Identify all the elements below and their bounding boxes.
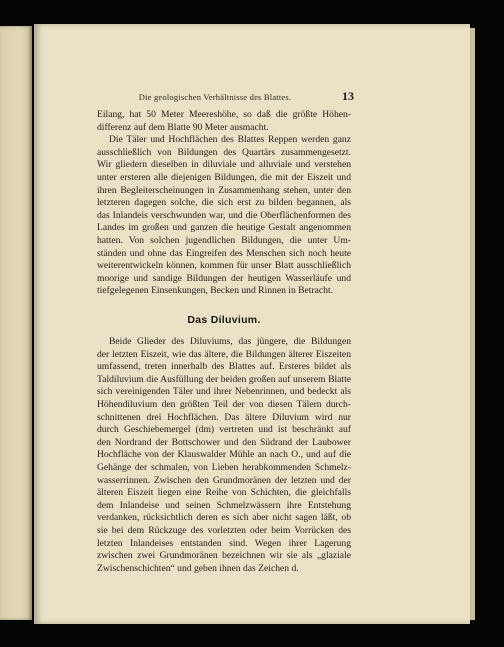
text-line: älteren Eiszeit liegen eine Reihe von Schichten, die gleichfalls — [97, 487, 351, 499]
text-line: schnittenen drei Hochflächen. Das ältere Diluvium wird nur — [97, 411, 351, 423]
section-heading: Das Diluvium. — [187, 314, 261, 326]
left-page-edge — [0, 26, 32, 620]
text-line: verdanken, rücksichtlich deren es sich aber nicht sagen läßt, ob — [97, 512, 351, 524]
text-line: sich vereinigenden Täler und ihrer Nebenrinnen, und bedeckt als — [97, 386, 351, 398]
text-line: Eilang, hat 50 Meter Meereshöhe, so daß die größte Höhen- — [97, 109, 351, 120]
text-line: Zwischenschichten“ und geben ihnen das Zeichen d. — [97, 562, 299, 574]
text-line: unter ersteren alle diejenigen Bildungen, die mit der Eiszeit und — [97, 171, 351, 183]
text-line: Gehänge der schmalen, von Lieben herabkommenden Schmelz- — [97, 461, 351, 473]
text-line: umfassend, treten innerhalb des Blattes auf. Ersteres bildet als — [97, 361, 351, 373]
text-line: der letzten Eiszeit, wie das ältere, die Bildungen älterer Eiszeiten — [97, 348, 351, 360]
paragraph-quartaer — [97, 109, 351, 298]
text-line: wasserrinnen. Zwischen den Grundmoränen der letzten und der — [97, 474, 351, 486]
running-header: Die geologischen Verhältnisse des Blattes. — [138, 92, 292, 102]
text-line: Landes im großen und ganzen die heutige Gestalt angenommen — [97, 222, 351, 234]
text-line: Höhendiluvium den größten Teil der von diesen Tälern durch- — [97, 398, 351, 410]
text-line: weiterentwickeln können, kommen für unser Blatt ausschließlich — [97, 260, 351, 272]
text-line: den Nordrand der Bottschower und den Südrand der Laubower — [97, 436, 351, 448]
page-number: 13 — [342, 89, 354, 103]
paragraph-diluvium — [97, 336, 351, 575]
text-line: differenz auf dem Blatte 90 Meter ausmacht. — [97, 121, 269, 133]
text-line: letzteren dagegen solche, die sich erst zu bilden begannen, als — [97, 197, 351, 209]
text-line: ständen und ohne das Eingreifen des Menschen sich noch heute — [97, 247, 351, 259]
text-line: Die Täler und Hochflächen des Blattes Reppen werden ganz — [109, 134, 351, 146]
text-line: moorige und sandige Bildungen der heutigen Wasserläufe und — [97, 272, 351, 284]
text-line: ihren Begleiterscheinungen in Zusammenhang stehen, unter den — [97, 184, 351, 196]
text-line: zwischen zwei Grundmoränen bezeichnen wir sie als „glaziale — [97, 550, 351, 562]
text-line: Hochfläche von der Klauswalder Mühle an nach O., und auf die — [97, 449, 351, 461]
page-stack-edge — [470, 28, 475, 620]
text-line: letzten Inlandeises entstanden sind. Wegen ihrer Lagerung — [97, 537, 351, 549]
text-line: dem Inlandeise und seinen Schmelzwässern ihre Entstehung — [97, 499, 351, 511]
text-line: Wir gliedern dieselben in diluviale und alluviale und verstehen — [97, 159, 351, 171]
text-line: durch Geschiebemergel (dm) vertreten und ist beschränkt auf — [97, 424, 351, 436]
text-line: hatten. Von solchen jugendlichen Bildungen, die unter Um- — [97, 234, 351, 246]
text-line: sie bei dem Rückzuge des vorletzten oder beim Vorrücken des — [97, 524, 351, 536]
text-line: Taldiluvium die Ausfüllung der beiden großen auf unserem Blatte — [97, 373, 351, 385]
text-line: ausschließlich von Bildungen des Quartärs zusammengesetzt. — [97, 146, 351, 158]
text-line: Beide Glieder des Diluviums, das jüngere, die Bildungen — [109, 336, 351, 347]
text-line: das Inlandeis verschwunden war, und die Oberflächenformen des — [97, 209, 351, 221]
text-line: tiefgelegenen Einsenkungen, Becken und Rinnen in Betracht. — [97, 285, 334, 297]
